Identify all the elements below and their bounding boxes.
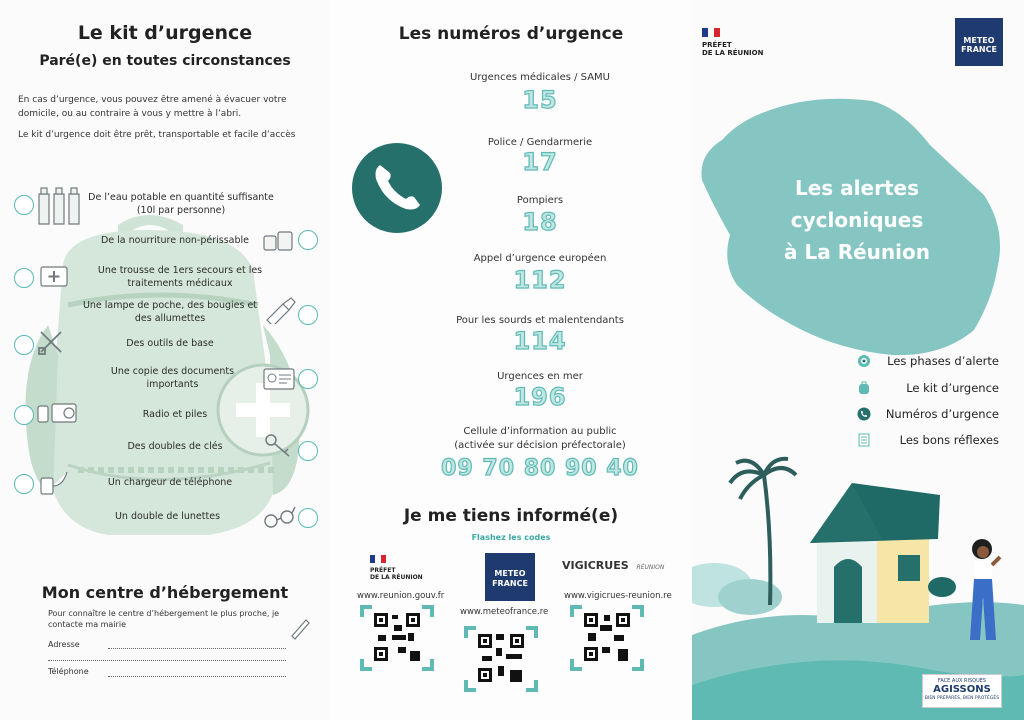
service-deaf: Pour les sourds et malentendants xyxy=(456,315,624,326)
numbers-title: Les numéros d’urgence xyxy=(398,24,624,44)
qr-code-reunion[interactable] xyxy=(358,603,436,673)
toc-phone-icon xyxy=(857,407,871,421)
qr-code-meteofrance[interactable] xyxy=(462,624,540,694)
vigicrues-logo xyxy=(562,559,664,572)
kit-item-tools: Des outils de base xyxy=(126,338,214,349)
id-card-icon xyxy=(262,368,296,396)
shelter-text: Pour connaître le centre d’hébergement le plus proche, je contacte ma mairie xyxy=(48,609,280,629)
kit-item-radio: Radio et piles xyxy=(142,409,208,420)
toc-emergency-numbers[interactable]: Numéros d’urgence xyxy=(885,407,999,421)
meteo-logo-line1: METEO xyxy=(494,569,526,578)
food-cans-icon xyxy=(260,228,300,256)
kit-item-glasses: Un double de lunettes xyxy=(114,511,221,522)
address-field-line2[interactable] xyxy=(48,660,286,661)
url-meteofrance[interactable]: www.meteofrance.re xyxy=(460,607,549,617)
badge-line1: FACE AUX RISQUES xyxy=(937,678,987,684)
address-label: Adresse xyxy=(48,640,80,649)
url-vigicrues[interactable]: www.vigicrues-reunion.re xyxy=(564,591,672,601)
phone-field[interactable] xyxy=(108,676,286,677)
number-european[interactable]: 112 xyxy=(513,266,567,294)
informed-title: Je me tiens informé(e) xyxy=(403,506,619,526)
kit-title: Le kit d’urgence xyxy=(77,22,253,44)
service-firefighters: Pompiers xyxy=(516,195,564,206)
meteo-logo-line2: FRANCE xyxy=(492,579,528,588)
number-cell-info[interactable]: 09 70 80 90 40 xyxy=(441,456,639,481)
toc-good-reflexes[interactable]: Les bons réflexes xyxy=(899,433,999,447)
checkbox-radio[interactable] xyxy=(14,405,34,425)
cover-title-line3: à La Réunion xyxy=(784,240,930,264)
water-bottles-icon xyxy=(36,186,82,226)
number-samu[interactable]: 15 xyxy=(522,86,558,114)
meteo-france-logo xyxy=(485,553,535,601)
kit-item-first-aid: Une trousse de 1ers secours et les traitements médicaux xyxy=(97,265,263,289)
prefet-logo-line2: DE LA RÉUNION xyxy=(370,574,423,581)
cell-info-line2: (activée sur décision préfectorale) xyxy=(454,440,626,451)
cover-prefet-line2: DE LA RÉUNION xyxy=(702,49,764,57)
number-firefighters[interactable]: 18 xyxy=(522,208,558,236)
keys-icon xyxy=(262,432,294,460)
checkbox-documents[interactable] xyxy=(298,369,318,389)
checkbox-first-aid[interactable] xyxy=(14,268,34,288)
cell-info-line1: Cellule d’information au public xyxy=(463,426,617,437)
qr-code-vigicrues[interactable] xyxy=(568,603,646,673)
kit-intro-evacuation: En cas d’urgence, vous pouvez être amené à évacuer votre domicile, ou au contraire à vous y mettre à l’abri. xyxy=(18,95,287,119)
vigicrues-logo-sub: RÉUNION xyxy=(636,564,665,571)
kit-item-documents: Une copie des documents importants xyxy=(110,366,235,390)
prefet-logo xyxy=(370,548,430,584)
cover-title xyxy=(772,172,942,268)
kit-item-flashlight: Une lampe de poche, des bougies et des allumettes xyxy=(82,300,258,324)
backpack-icon xyxy=(857,381,871,395)
badge-line2: AGISSONS xyxy=(933,684,991,695)
checkbox-water[interactable] xyxy=(14,195,34,215)
cover-title-line1: Les alertes xyxy=(795,176,919,200)
kit-intro-ready: Le kit d’urgence doit être prêt, transportable et facile d’accès xyxy=(18,130,296,140)
service-european: Appel d’urgence européen xyxy=(473,253,607,264)
number-sea[interactable]: 196 xyxy=(513,383,567,411)
checkbox-flashlight[interactable] xyxy=(298,305,318,325)
emergency-kit-panel xyxy=(0,0,330,720)
number-police[interactable]: 17 xyxy=(522,148,558,176)
cover-meteo-line1: METEO xyxy=(963,36,995,45)
phone-label: Téléphone xyxy=(48,667,89,676)
shelter-title: Mon centre d’hébergement xyxy=(41,583,289,602)
cover-title-line2: cycloniques xyxy=(790,208,924,232)
cyclone-icon xyxy=(857,354,871,368)
badge-line3: BIEN PRÉPARÉS, BIEN PROTÉGÉS xyxy=(924,696,1000,701)
cover-prefet-logo xyxy=(702,22,782,57)
cover-meteo-line2: FRANCE xyxy=(961,45,997,54)
cover-meteo-logo xyxy=(955,18,1003,66)
toc-alert-phases[interactable]: Les phases d’alerte xyxy=(887,354,999,368)
service-samu: Urgences médicales / SAMU xyxy=(470,72,610,83)
glasses-icon xyxy=(262,505,298,533)
checklist-icon xyxy=(857,433,871,447)
flash-codes-label: Flashez les codes xyxy=(471,533,551,542)
checkbox-food[interactable] xyxy=(298,230,318,250)
url-reunion-gouv[interactable]: www.reunion.gouv.fr xyxy=(357,591,445,601)
service-sea: Urgences en mer xyxy=(497,371,583,382)
emergency-numbers-panel xyxy=(330,0,692,720)
checkbox-charger[interactable] xyxy=(14,474,34,494)
address-field[interactable] xyxy=(108,648,286,649)
person-illustration xyxy=(962,535,1010,650)
cover-prefet-line1: PRÉFET xyxy=(702,41,732,49)
toc-emergency-kit[interactable]: Le kit d’urgence xyxy=(906,381,999,395)
tools-icon xyxy=(36,328,66,356)
checkbox-tools[interactable] xyxy=(14,335,34,355)
checkbox-keys[interactable] xyxy=(298,441,318,461)
kit-item-keys: Des doubles de clés xyxy=(127,441,223,452)
checkbox-glasses[interactable] xyxy=(298,508,318,528)
kit-item-food: De la nourriture non-périssable xyxy=(100,235,250,246)
kit-item-charger: Un chargeur de téléphone xyxy=(107,477,233,488)
pen-icon xyxy=(288,616,312,644)
cover-panel xyxy=(692,0,1024,720)
face-aux-risques-badge xyxy=(922,674,1002,708)
number-deaf[interactable]: 114 xyxy=(513,327,567,355)
flashlight-icon xyxy=(260,296,300,324)
vigicrues-logo-text: VIGICRUES xyxy=(562,559,629,572)
kit-subtitle: Paré(e) en toutes circonstances xyxy=(39,53,291,69)
kit-item-water: De l’eau potable en quantité suffisante (10l par personne) xyxy=(88,192,274,216)
service-police: Police / Gendarmerie xyxy=(487,137,593,148)
phone-charger-icon xyxy=(36,468,72,496)
radio-icon xyxy=(36,398,78,426)
first-aid-kit-icon xyxy=(38,262,70,290)
prefet-logo-line1: PRÉFET xyxy=(370,567,396,574)
